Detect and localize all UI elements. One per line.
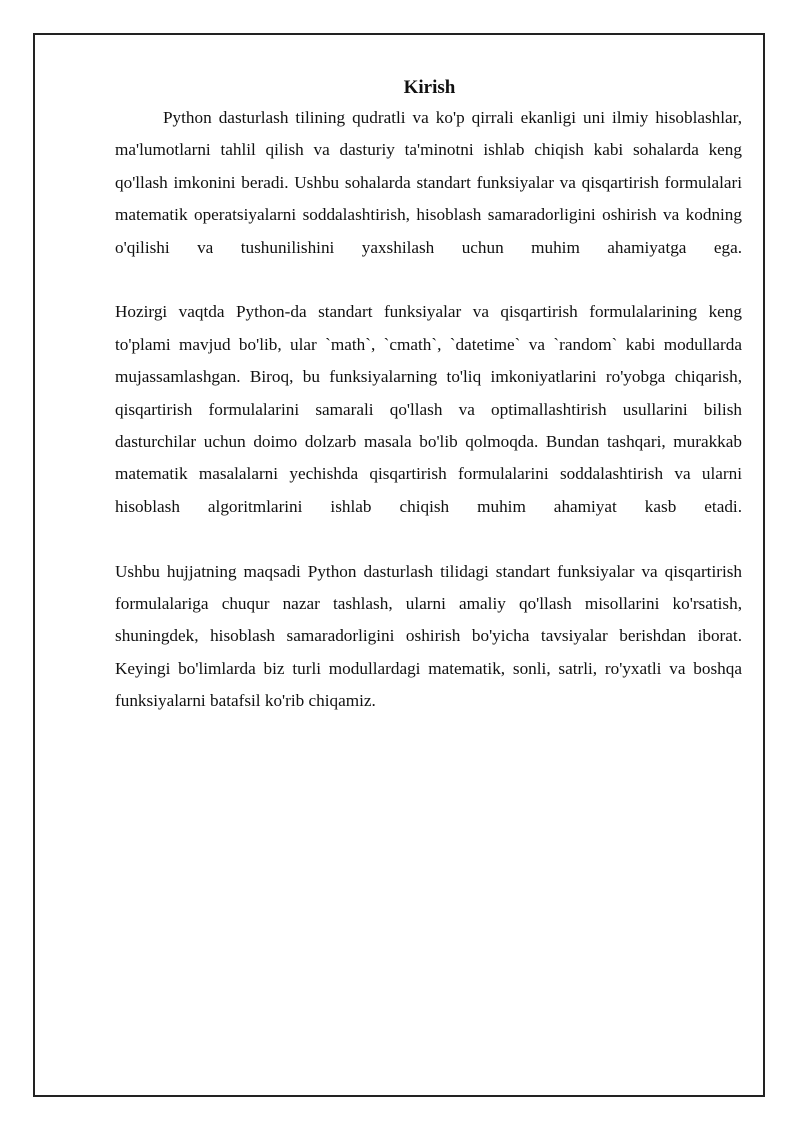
document-body xyxy=(115,74,742,718)
paragraph-current-state: Hozirgi vaqtda Python-da standart funksiyalar va qisqartirish formulalarining keng to'plami mavjud bo'lib, ular `math`, `cmath`, `datetime` va `random` kabi modullarda mujassamlashgan. Biroq, bu funksiyalarning to'liq imkoniyatlarini ro'yobga chiqarish, qisqartirish formulalarini samarali qo'llash va optimallashtirish usullarini bilish dasturchilar uchun doimo dolzarb masala bo'lib qolmoqda. Bundan tashqari, murakkab matematik masalalarni yechishda qisqartirish formulalarini soddalashtirish va ularni hisoblash algoritmlarini ishlab chiqish muhim ahamiyat kasb etadi. xyxy=(115,302,742,516)
paragraph-spacer xyxy=(115,264,742,296)
paragraph-purpose: Ushbu hujjatning maqsadi Python dasturlash tilidagi standart funksiyalar va qisqartirish formulalariga chuqur nazar tashlash, ularni amaliy qo'llash misollarini ko'rsatish, shuningdek, hisoblash samaradorligini oshirish bo'yicha tavsiyalar berishdan iborat. Keyingi bo'limlarda biz turli modullardagi matematik, sonli, satrli, ro'yxatli va boshqa funksiyalarni batafsil ko'rib chiqamiz. xyxy=(115,561,742,711)
paragraph-intro: Python dasturlash tilining qudratli va ko'p qirrali ekanligi uni ilmiy hisoblashlar, ma'lumotlarni tahlil qilish va dasturiy ta'minotni ishlab chiqish kabi sohalarda keng qo'llash imkonini beradi. Ushbu sohalarda standart funksiyalar va qisqartirish formulalari matematik operatsiyalarni soddalashtirish, hisoblash samaradorligini oshirish va kodning o'qilishi va tushunilishini yaxshilash uchun muhim ahamiyatga ega. xyxy=(115,108,742,257)
document-title: Kirish xyxy=(403,77,456,98)
paragraph-spacer xyxy=(115,523,742,555)
